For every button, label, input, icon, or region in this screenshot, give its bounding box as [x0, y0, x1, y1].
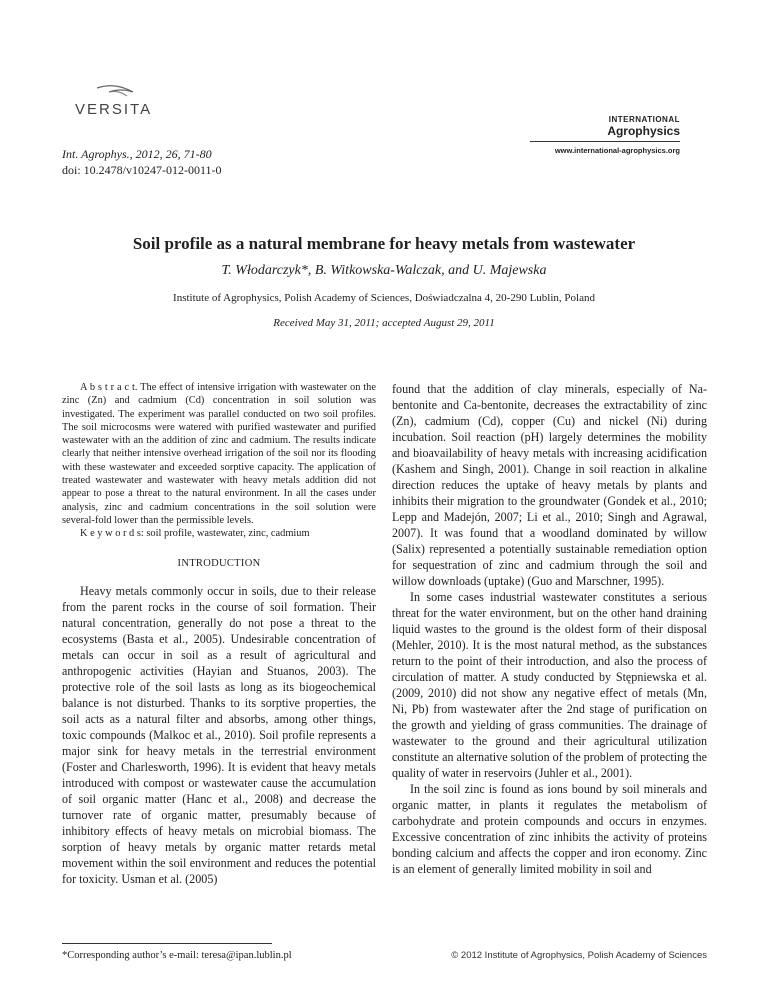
right-column [392, 381, 707, 877]
abstract-label: A b s t r a c t. [80, 382, 138, 393]
journal-name: Agrophysics [607, 124, 680, 138]
journal-masthead [530, 115, 680, 155]
intro-paragraph-2: In some cases industrial wastewater constitutes a serious threat for the water environment, but on the other hand draining liquid wastes to the ground is the oldest form of their disposal (Mehler, 2010). It is the most natural method, as the substances return to the point of their introduction, and also the process of circulation of matter. A study conducted by Stępniewska et al. (2009, 2010) did not show any negative effect of metals (Mn, Ni, Pb) from wastewater after the 2nd stage of purification on the growth and yielding of grass communities. The drainage of wastewater to the ground and their agricultural utilization constitute an alternative solution of the problem of protecting the quality of water in reservoirs (Juhler et al., 2001). [392, 590, 707, 780]
journal-url[interactable]: www.international-agrophysics.org [554, 146, 680, 155]
left-column [62, 381, 376, 887]
abstract-text: The effect of intensive irrigation with wastewater on the zinc (Zn) and cadmium (Cd) concentration in soil solution was investigated. The experiment was parallel conducted on two soil profiles. The soil microcosms were watered with purified wastewater and purified wastewater with an the addition of zinc and cadmium. The results indicate clearly that neither intensive overhead irrigation of the soil nor its flooding with these wastewater and exceeded sorptive capacity. The application of treated wastewater and wastewater with heavy metals addition did not appear to pose a threat to the natural environment. In all the cases under analysis, zinc and cadmium concentrations in the soil solution were several-fold lower than the permissible levels. [62, 382, 376, 526]
intro-paragraph-1-continued: found that the addition of clay minerals, especially of Na-bentonite and Ca-bentonite, decreases the extractability of zinc (Zn), cadmium (Cd), copper (Cu) and nickel (Ni) during incubation. Soil reaction (pH) largely determines the mobility and bioavailability of heavy metals with increasing acidification (Kashem and Singh, 2001). Change in soil reaction in alkaline direction reduces the uptake of heavy metals by plants and inhibits their migration to the groundwater (Gondek et al., 2010; Lepp and Madejón, 2007; Li et al., 2010; Singh and Agrawal, 2007). It was found that a woodland dominated by willow (Salix) represented a potentially sustainable remediation option for sequestration of zinc and cadmium through the soil and willow downloads (uptake) (Guo and Marschner, 1995). [392, 382, 707, 588]
masthead-rule [530, 141, 680, 142]
intro-paragraph-1: Heavy metals commonly occur in soils, due to their release from the parent rocks in the course of soil formation. Their natural concentration, generally do not pose a threat to the ecosystems (Basta et al., 2005). Undesirable concentration of metals can occur in soil as a result of agricultural and anthropogenic activities (Hayian and Stuanos, 2003). The protective role of the soil lasts as long as its biogeochemical balance is not disturbed. Thanks to its sorptive properties, the soil acts as a natural filter and absorbs, among other things, toxic compounds (Malkoc et al., 2010). Soil profile represents a major sink for heavy metals in the terrestrial environment (Foster and Charlesworth, 1996). It is evident that heavy metals introduced with compost or wastewater cause the accumulation of soil organic matter (Hanc et al., 2008) and decrease the turnover rate of organic matter, presumably because of inhibitory effects of heavy metals on microbial biomass. The sorption of heavy metals by organic matter retards metal movement within the soil environment and reduces the potential for toxicity. Usman et al. (2005) [62, 583, 376, 886]
keywords-text: soil profile, wastewater, zinc, cadmium [146, 528, 310, 540]
article-affiliation: Institute of Agrophysics, Polish Academy of Sciences, Doświadczalna 4, 20-290 Lublin, Poland [173, 292, 595, 304]
publisher-logo-text: VERSITA [75, 101, 153, 118]
journal-prefix: INTERNATIONAL [608, 115, 680, 124]
citation: Int. Agrophys., 2012, 26, 71-80 [62, 147, 212, 161]
doi[interactable]: doi: 10.2478/v10247-012-0011-0 [62, 163, 222, 177]
introduction-heading: INTRODUCTION [177, 557, 261, 569]
keywords-label: K e y w o r d s: [80, 528, 144, 540]
intro-paragraph-3: In the soil zinc is found as ions bound by soil minerals and organic matter, in plants it regulates the metabolism of carbohydrate and protein compounds and occurs in enzymes. Excessive concentration of zinc inhibits the activity of proteins bonding calcium and affects the copper and iron economy. Zinc is an element of generally limited mobility in soil and [392, 782, 707, 876]
keywords [62, 527, 376, 540]
article-authors: T. Włodarczyk*, B. Witkowska-Walczak, and U. Majewska [221, 263, 547, 278]
abstract [62, 381, 376, 527]
corresponding-author-footnote: *Corresponding author’s e-mail: teresa@ipan.lublin.pl [62, 950, 292, 961]
footnote-rule [62, 943, 272, 944]
citation-block [62, 146, 222, 178]
article-received: Received May 31, 2011; accepted August 29, 2011 [273, 317, 495, 329]
article-title: Soil profile as a natural membrane for heavy metals from wastewater [132, 234, 636, 253]
copyright-notice: © 2012 Institute of Agrophysics, Polish Academy of Sciences [451, 950, 707, 961]
